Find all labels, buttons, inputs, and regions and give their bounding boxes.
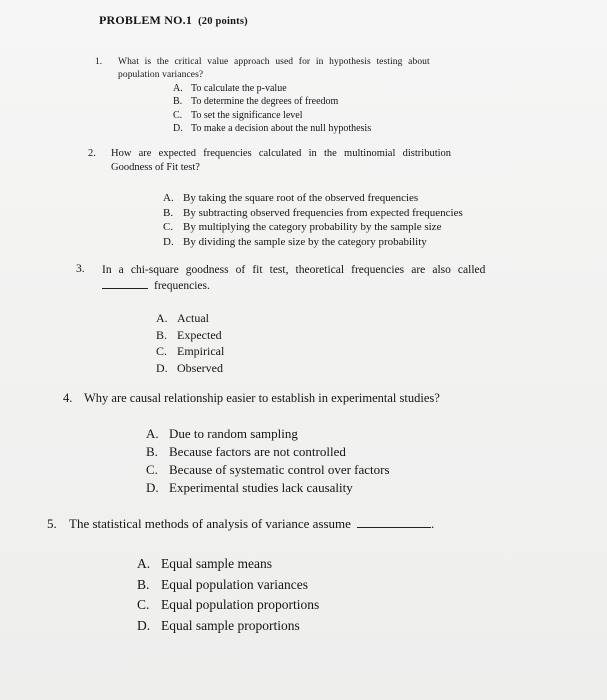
- answer-option-c: [173, 109, 371, 122]
- answer-option-c: [146, 461, 390, 479]
- option-letter: B.: [146, 444, 158, 459]
- question-text: [84, 390, 440, 407]
- answer-option-d: [163, 235, 463, 250]
- option-letter: A.: [173, 83, 183, 94]
- question-number: 2.: [88, 148, 96, 159]
- answer-option-c: [156, 343, 224, 360]
- question-text-line: population variances?: [118, 70, 204, 80]
- answer-options: [137, 554, 319, 636]
- option-letter: C.: [173, 109, 183, 121]
- option-letter: B.: [137, 576, 150, 592]
- question-text: [102, 262, 485, 294]
- option-letter: A.: [163, 192, 174, 204]
- answer-option-d: [173, 122, 371, 135]
- option-text: To set the significance level: [191, 109, 303, 121]
- option-text: To calculate the p-value: [191, 83, 287, 94]
- option-letter: C.: [146, 462, 158, 477]
- answer-options: [173, 82, 371, 135]
- fill-in-blank: [357, 527, 431, 528]
- answer-option-b: [156, 327, 224, 344]
- option-text: Because factors are not controlled: [169, 444, 346, 459]
- question-text: [69, 515, 434, 533]
- answer-option-a: [156, 310, 224, 327]
- option-letter: D.: [173, 122, 183, 134]
- option-text: Expected: [177, 327, 222, 342]
- option-letter: A.: [156, 311, 168, 325]
- question-text-line: In a chi-square goodness of fit test, theoretical frequencies are also called: [102, 264, 486, 276]
- question-text-line: How are expected frequencies calculated in the multinomial distribution: [111, 148, 452, 159]
- option-text: By taking the square root of the observed frequencies: [183, 192, 419, 204]
- option-text: Actual: [177, 311, 209, 325]
- answer-option-a: [173, 82, 371, 95]
- question-text-line: Why are causal relationship easier to establish in experimental studies?: [84, 391, 440, 405]
- option-letter: D.: [156, 360, 168, 375]
- option-text: Equal population variances: [161, 576, 308, 592]
- question-text: [118, 56, 430, 82]
- answer-option-b: [163, 206, 463, 221]
- answer-option-b: [137, 575, 319, 596]
- answer-option-a: [163, 191, 463, 206]
- answer-option-d: [137, 616, 319, 637]
- question-number: 4.: [63, 391, 73, 405]
- option-text: By dividing the sample size by the category probability: [183, 235, 427, 248]
- problem-title: PROBLEM NO.1: [99, 13, 193, 27]
- option-text: By multiplying the category probability by the sample size: [183, 221, 442, 233]
- question-number: 5.: [47, 516, 57, 531]
- answer-option-b: [146, 443, 390, 461]
- question-text-line: The statistical methods of analysis of variance assume: [69, 516, 351, 531]
- option-letter: A.: [146, 426, 159, 441]
- option-letter: C.: [156, 344, 168, 358]
- fill-in-blank: [102, 288, 148, 289]
- answer-options: [156, 310, 224, 376]
- option-letter: D.: [146, 480, 159, 495]
- answer-options: [163, 191, 463, 249]
- points-label: (20 points): [198, 16, 248, 27]
- option-letter: D.: [137, 617, 151, 633]
- answer-option-b: [173, 95, 371, 108]
- option-text: By subtracting observed frequencies from expected frequencies: [183, 206, 463, 219]
- option-letter: D.: [163, 235, 174, 248]
- option-text: Equal sample proportions: [161, 617, 300, 633]
- option-text: Because of systematic control over factors: [169, 462, 390, 477]
- option-letter: B.: [163, 206, 174, 219]
- question-text-line: frequencies.: [154, 280, 210, 292]
- answer-options: [146, 425, 390, 497]
- option-letter: A.: [137, 556, 151, 571]
- answer-option-a: [137, 554, 319, 575]
- question-text-line: What is the critical value approach used for in hypothesis testing about: [118, 57, 430, 67]
- answer-option-c: [137, 595, 319, 616]
- option-text: Equal population proportions: [161, 597, 320, 612]
- option-letter: C.: [163, 221, 174, 233]
- option-text: Experimental studies lack causality: [169, 480, 353, 495]
- option-text: To determine the degrees of freedom: [191, 96, 339, 108]
- trailing-punctuation: .: [430, 516, 435, 531]
- answer-option-a: [146, 425, 390, 443]
- answer-option-d: [156, 360, 224, 377]
- question-text-line: Goodness of Fit test?: [111, 162, 200, 173]
- option-text: Empirical: [177, 344, 225, 358]
- option-letter: C.: [137, 597, 150, 612]
- option-letter: B.: [156, 327, 168, 342]
- option-text: To make a decision about the null hypothesis: [191, 122, 372, 134]
- option-letter: B.: [173, 96, 183, 108]
- question-number: 3.: [76, 263, 85, 275]
- answer-option-c: [163, 220, 463, 235]
- option-text: Observed: [177, 360, 223, 375]
- answer-option-d: [146, 479, 390, 497]
- option-text: Due to random sampling: [169, 426, 298, 441]
- page-title: [99, 13, 248, 28]
- question-text: [111, 147, 451, 175]
- option-text: Equal sample means: [161, 556, 272, 571]
- question-number: 1.: [95, 57, 103, 67]
